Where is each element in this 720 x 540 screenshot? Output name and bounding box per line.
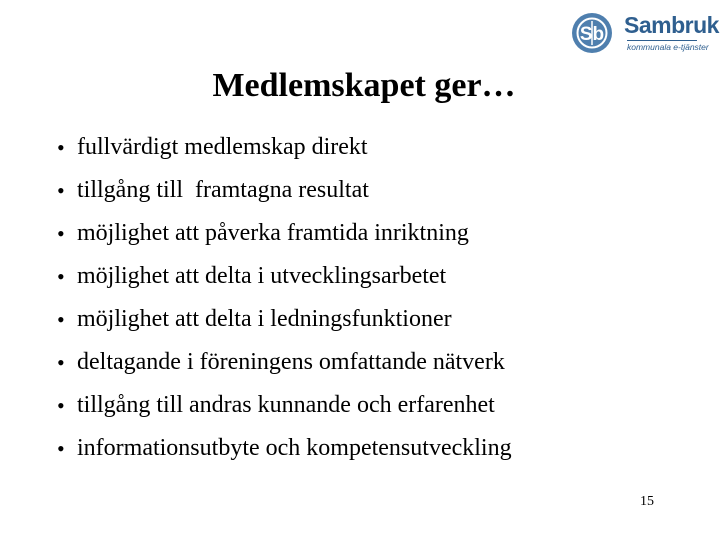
bullet-text: möjlighet att delta i utvecklingsarbetet [77,263,447,289]
logo-mark-letters: Sb [579,24,605,45]
bullet-text: tillgång till andras kunnande och erfarenhet [77,392,495,418]
bullet-item [57,384,512,427]
bullet-marker: • [57,263,65,289]
bullet-marker: • [57,177,65,203]
bullet-list [57,126,512,470]
bullet-text: tillgång till framtagna resultat [77,177,369,203]
bullet-item [57,212,512,255]
bullet-marker: • [57,306,65,332]
bullet-item [57,298,512,341]
bullet-text: möjlighet att delta i ledningsfunktioner [77,306,452,332]
logo-tagline: kommunala e-tjänster [627,42,709,52]
bullet-item [57,427,512,470]
bullet-text: informationsutbyte och kompetensutveckling [77,435,512,461]
bullet-marker: • [57,349,65,375]
sambruk-logo [570,10,719,56]
bullet-text: fullvärdigt medlemskap direkt [77,134,368,160]
bullet-marker: • [57,220,65,246]
slide-title: Medlemskapet ger… [212,67,516,104]
bullet-item [57,255,512,298]
logo-name: Sambruk [624,12,719,38]
bullet-marker: • [57,134,65,160]
sambruk-logo-mark [570,10,620,56]
bullet-marker: • [57,392,65,418]
bullet-marker: • [57,435,65,461]
bullet-item [57,126,512,169]
bullet-text: deltagande i föreningens omfattande nätverk [77,349,505,375]
bullet-item [57,341,512,384]
bullet-item [57,169,512,212]
bullet-text: möjlighet att påverka framtida inriktning [77,220,469,246]
page-number: 15 [640,494,654,509]
